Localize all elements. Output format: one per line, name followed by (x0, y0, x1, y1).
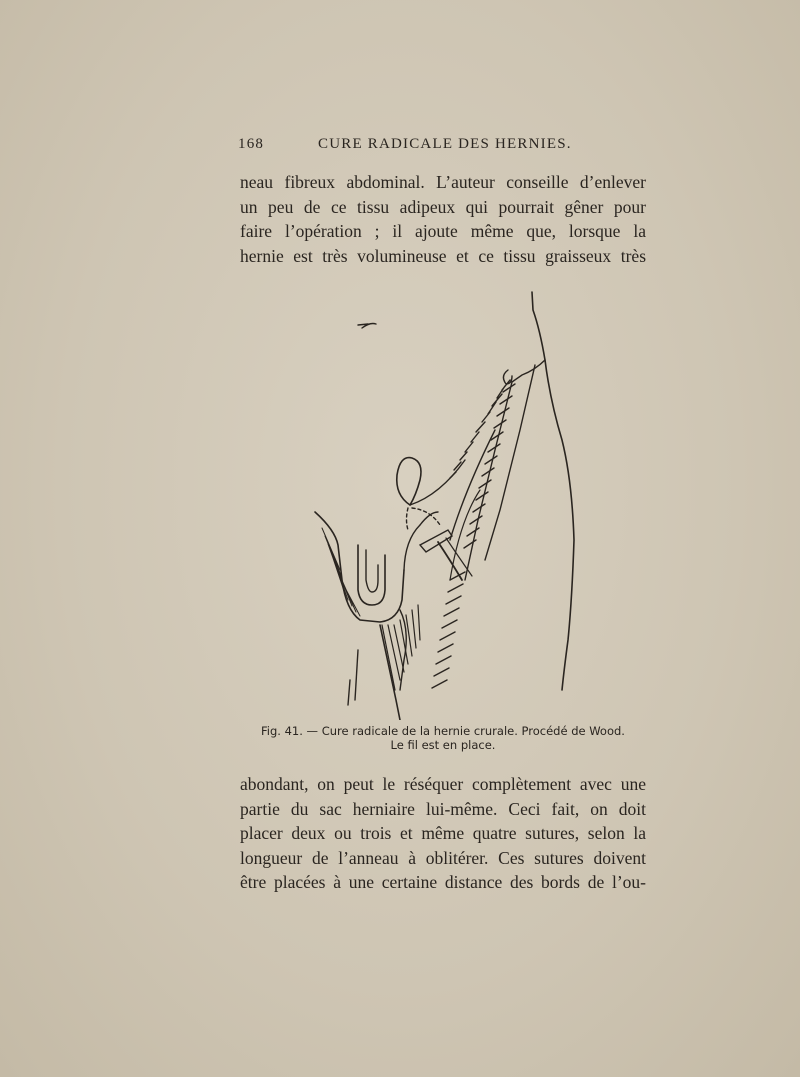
page-number: 168 (238, 136, 265, 152)
text-line: un peu de ce tissu adipeux qui pourrait gêner pour (240, 196, 646, 217)
running-title: CURE RADICALE DES HERNIES. (318, 136, 572, 152)
surgical-illustration (300, 280, 600, 720)
text-line: placer deux ou trois et même quatre sutures, selon la (240, 823, 646, 843)
running-header (238, 136, 646, 158)
illustration-drawing (300, 280, 600, 720)
text-line: abondant, on peut le réséquer complètement avec une (240, 774, 646, 794)
text-line: faire l’opération ; il ajoute même que, lorsque la (240, 221, 646, 241)
caption-line-1: Fig. 41. — Cure radicale de la hernie crurale. Procédé de Wood. (261, 724, 625, 738)
text-line: neau fibreux abdominal. L’auteur conseille d’enlever (240, 172, 646, 192)
text-line: hernie est très volumineuse et ce tissu graisseux très (240, 245, 646, 266)
text-line: longueur de l’anneau à oblitérer. Ces sutures doivent (240, 847, 646, 868)
text-line: partie du sac herniaire lui-même. Ceci fait, on doit (240, 798, 646, 819)
text-line: être placées à une certaine distance des bords de l’ou- (240, 872, 646, 892)
paragraph-bottom (240, 772, 646, 895)
figure-caption (240, 724, 646, 752)
caption-line-2: Le fil est en place. (390, 738, 496, 752)
paragraph-top (240, 170, 646, 268)
